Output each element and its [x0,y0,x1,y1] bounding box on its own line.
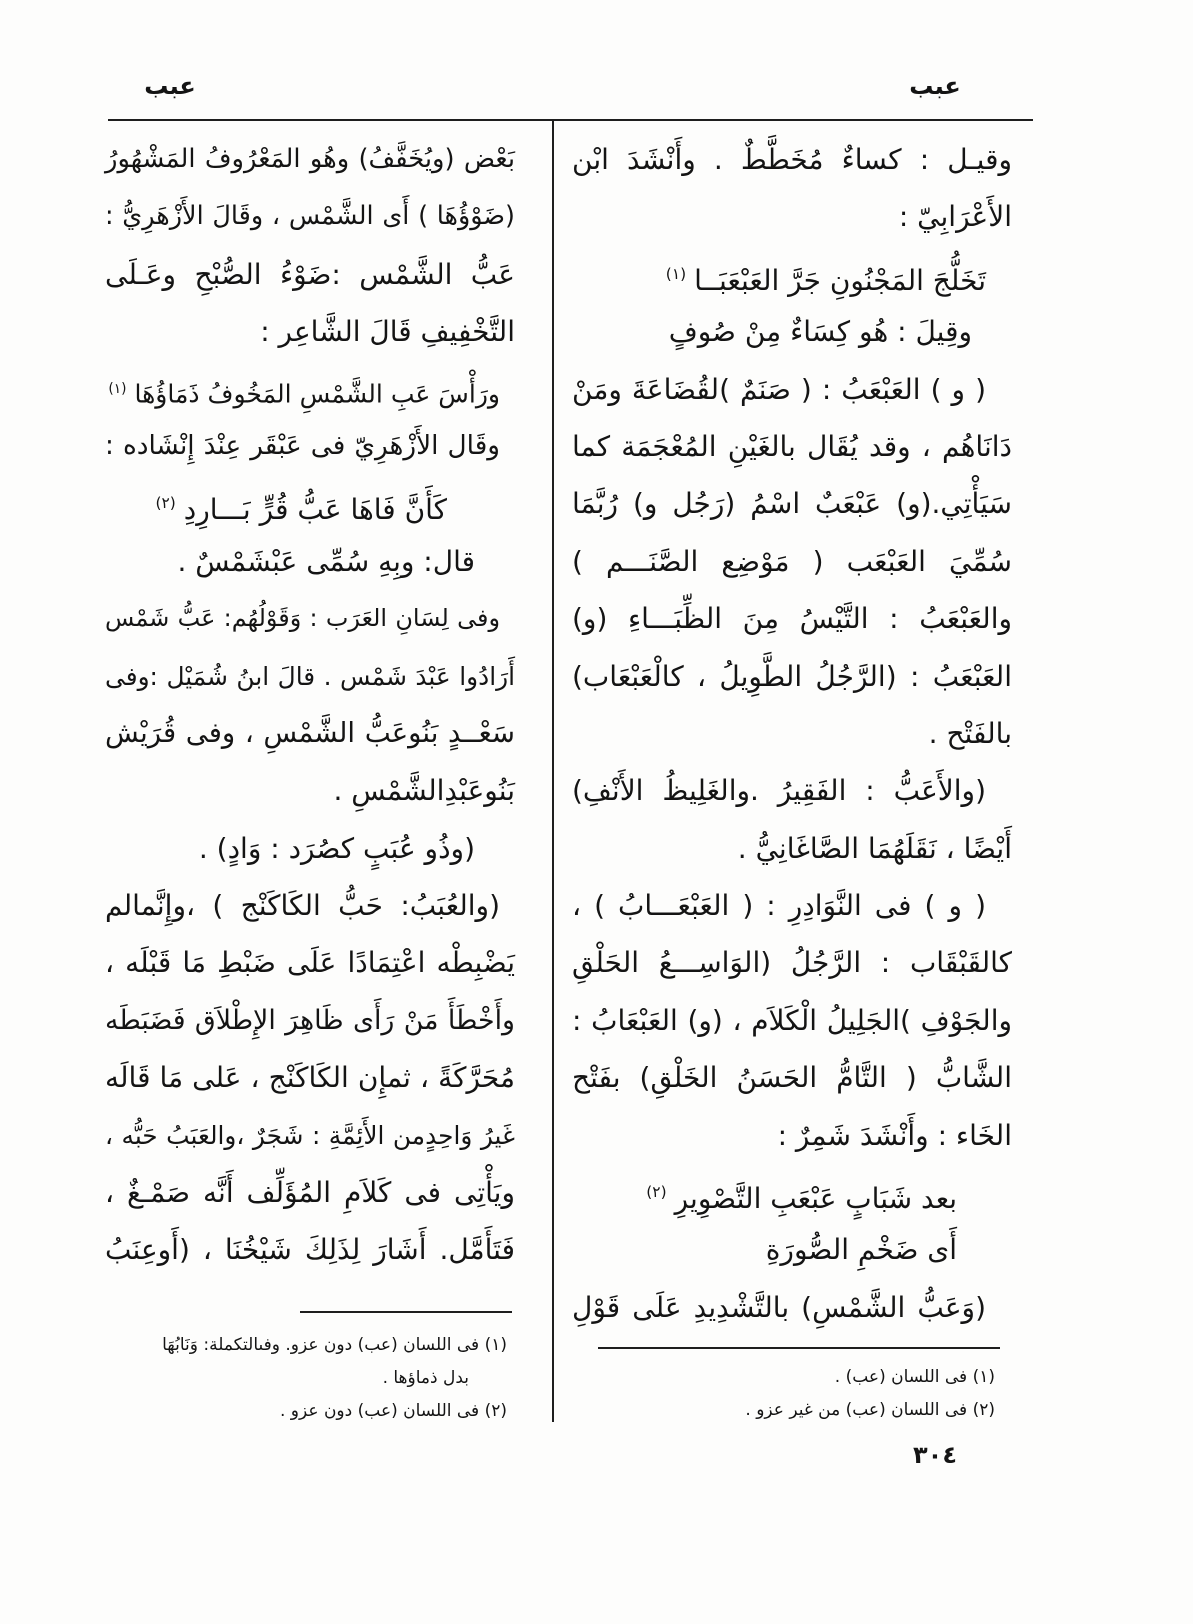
line-text: قال: وبِهِ سُمِّى عَبْشَمْسٌ . [177,544,475,578]
text-line [105,1221,515,1278]
footnote-marker: (١) [665,264,687,283]
text-line [105,1049,515,1106]
line-text: كالقَبْقَاب : الرَّجُلُ (الوَاسِـــعُ الحَلْقِ [572,946,1012,980]
text-line [572,762,1012,819]
text-line [572,418,1012,475]
footnote-rule [598,1347,1000,1349]
line-text: أَى ضَخْمِ الصُّورَةِ [765,1233,957,1267]
verse-line [572,246,1012,303]
text-line [572,877,1012,934]
right-column [572,131,1012,1336]
text-line [105,131,515,188]
text-line [572,590,1012,647]
text-line [105,418,515,475]
text-line [105,877,515,934]
line-text: غَيرُ وَاحِدٍمن الأَئِمَّةِ : شَجَرٌ ،والعَبَبُ حَبُّه ، [105,1120,515,1150]
footnote: (٢) فى اللسان (عب) دون عزو . [280,1401,507,1421]
left-column [105,131,515,1279]
text-line [572,705,1012,762]
column-divider [552,120,554,1422]
text-line [572,188,1012,245]
line-text: سَعْــدٍ بَنُوعَبُّ الشَّمْسِ ، وفى قُرَيْش [105,716,515,749]
line-text: ورَأْسَ عَبِ الشَّمْسِ المَخُوفُ ذَمَاؤُهَا [134,379,500,409]
footnote: (٢) فى اللسان (عب) من غير عزو . [745,1400,995,1420]
text-line [105,188,515,245]
line-text: ( و ) العَبْعَبُ : ( صَنَمٌ )لقُضَاعَةَ ومَنْ [572,372,986,406]
text-line [105,590,515,647]
line-text: أَيْضًا ، نَقَلَهُمَا الصَّاغَانِيُّ . [737,831,1012,865]
text-line [105,934,515,991]
header-rule [108,119,1033,121]
footnote: (١) فى اللسان (عب) دون عزو. وفىالتكملة: وَنَابُهَا [162,1335,507,1355]
verse-line [105,361,515,418]
line-text: العَبْعَبُ : (الرَّجُلُ الطَّوِيلُ ، كالْعَبْعَاب) [572,659,1012,693]
text-line [572,361,1012,418]
line-text: فَتَأَمَّل. أَشَارَ لِذَلِكَ شَيْخُنَا ، (أَوعِنَبُ [105,1233,515,1267]
line-text: عَبُّ الشَّمْس :ضَوْءُ الصُّبْحِ وعَـلَى [105,257,515,291]
line-text: سُمِّيَ العَبْعَب ( مَوْضِع الصَّنَـــم ) [572,544,1012,578]
text-line [105,992,515,1049]
line-text: الشَّابُّ ( التَّامُّ الحَسَنُ الخَلْقِ) بفَتْح [572,1061,1012,1095]
line-text: (ضَوْؤُهَا ) أَى الشَّمْس ، وقَالَ الأَزْهَرِيُّ : [105,201,515,232]
text-line [572,1107,1012,1164]
text-line [572,533,1012,590]
line-text: (والعُبَبُ: حَبُّ الكَاكَنْج ) ،وإِنَّمالم [105,889,500,923]
text-line [572,1049,1012,1106]
line-text: بَعْض (ويُخَفَّفُ) وهُو المَعْرُوفُ المَشْهُورُ [105,144,515,174]
line-text: التَّخْفِيفِ قَالَ الشَّاعِر : [260,315,515,349]
right-footnotes [600,1361,995,1427]
text-line [105,1164,515,1221]
text-line [105,246,515,303]
verse-line [105,475,515,532]
text-line [105,648,515,705]
text-line [572,475,1012,532]
running-head-right: عبب [909,72,961,100]
text-line [572,303,1012,360]
line-text: ( و ) فى النَّوَادِرِ : ( العَبْعَـــابُ ) ، [572,889,986,923]
line-text: ويَأْتِى فى كَلاَمِ المُؤَلِّف أَنَّه صَمْـغٌ ، [105,1176,515,1210]
line-text: مُحَرَّكَةً ، ثمإِن الكَاكَنْج ، عَلى مَا قَالَه [105,1061,515,1095]
line-text: والعَبْعَبُ : التَّيْسُ مِنَ الظِّبَـــاءِ (و) [572,602,1012,636]
line-text: تَخَلُّجَ المَجْنُونِ جَرَّ العَبْعَبَــا [694,263,986,297]
line-text: الخَاء : وأَنْشَدَ شَمِرٌ : [777,1118,1012,1152]
footnote: (١) فى اللسان (عب) . [834,1367,995,1387]
line-text: بالفَتْح . [928,716,1012,750]
text-line [105,1107,515,1164]
text-line [572,131,1012,188]
line-text: وفى لِسَانِ العَرَب : وَقَوْلُهُم: عَبُّ شَمْس [105,604,500,633]
line-text: سَيَأْتِي.(و) عَبْعَبٌ اسْمُ (رَجُل و) رُبَّمَا [572,487,1012,521]
line-text: الأَعْرَابِيّ : [898,200,1012,234]
line-text: (وذُو عُبَبٍ كصُرَد : وَادٍ) . [198,831,475,865]
footnote-marker: (٢) [155,494,176,513]
left-footnotes [105,1329,507,1428]
text-line [105,303,515,360]
footnote-marker: (١) [108,380,127,397]
text-line [105,533,515,590]
footnote-continuation: بدل ذماؤها . [382,1368,469,1388]
line-text: والجَوْفِ )الجَلِيلُ الْكَلاَم ، (و) العَبْعَابُ : [572,1003,1012,1037]
text-line [105,705,515,762]
footnote-marker: (٢) [646,1183,667,1202]
footnote-rule [300,1311,512,1313]
text-line [572,992,1012,1049]
line-text: أَرَادُوا عَبْدَ شَمْس . قالَ ابنُ شُمَيْل :وفى [105,661,515,691]
text-line [572,648,1012,705]
text-line [105,762,515,819]
line-text: وقيـل : كساءٌ مُخَطَّطٌ . وأَنْشَدَ ابْن [572,143,1012,176]
text-line [105,820,515,877]
line-text: يَضْبِطْه اعْتِمَادًا عَلَى ضَبْطِ مَا قَبْلَه ، [105,946,515,980]
line-text: بَنُوعَبْدِالشَّمْسِ . [333,774,515,808]
text-line [572,1279,1012,1336]
running-head-left: عبب [144,72,196,100]
text-line [572,1221,1012,1278]
line-text: وقِيلَ : هُو كِسَاءٌ مِنْ صُوفٍ [668,315,972,349]
verse-line [572,1164,1012,1221]
line-text: بعد شَبَابٍ عَبْعَبِ التَّصْوِيرِ [674,1181,957,1215]
line-text: وقَال الأَزْهَرِيّ فى عَبْقَر عِنْدَ إِنْشَاده : [105,430,500,461]
line-text: كَأَنَّ فَاهَا عَبُّ قُرٍّ بَـــارِدِ [183,493,447,527]
page-number: ٣٠٤ [913,1441,957,1469]
line-text: (والأَعَبُّ : الفَقِيرُ .والغَلِيظُ الأَنْفِ) [572,774,986,808]
line-text: (وَعَبُّ الشَّمْسِ) بالتَّشْدِيدِ عَلَى قَوْلِ [572,1290,986,1324]
text-line [572,934,1012,991]
line-text: دَانَاهُم ، وقد يُقَال بالغَيْنِ المُعْجَمَة كما [572,429,1012,463]
line-text: وأَخْطَأَ مَنْ رَأَى ظَاهِرَ الإِطْلاَق فَضَبَطَه [105,1004,515,1036]
text-line [572,820,1012,877]
